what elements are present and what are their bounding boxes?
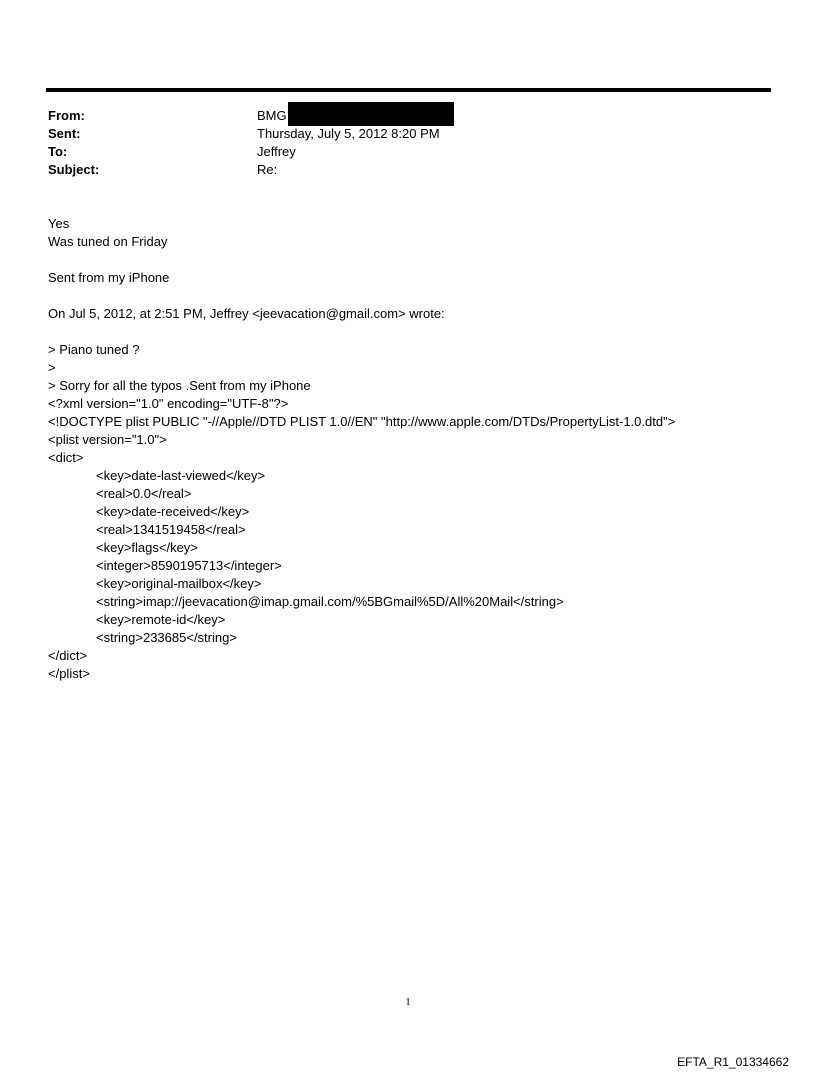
quote-intro-line: On Jul 5, 2012, at 2:51 PM, Jeffrey <jeevacation@gmail.com> wrote: [48,306,445,321]
spacer [48,287,768,305]
spacer [48,323,768,341]
to-row [48,143,454,161]
plist-line: <real>1341519458</real> [96,522,246,537]
email-body [48,215,768,683]
quoted-line: > Sorry for all the typos .Sent from my iPhone [48,378,311,393]
quoted-line: > Piano tuned ? [48,342,140,357]
subject-label: Subject: [48,162,100,177]
document-id: EFTA_R1_01334662 [677,1055,789,1069]
plist-line: <string>233685</string> [96,630,237,645]
page-number: 1 [405,996,411,1008]
header-divider-rule [46,88,771,92]
plist-line: <key>original-mailbox</key> [96,576,262,591]
plist-line: <string>imap://jeevacation@imap.gmail.com/%5BGmail%5D/All%20Mail</string> [96,594,564,609]
plist-line: </dict> [48,648,88,663]
to-label: To: [48,144,68,159]
from-value-wrap [257,106,454,126]
sent-label: Sent: [48,126,81,141]
plist-line: <dict> [48,450,84,465]
plist-line: <key>remote-id</key> [96,612,226,627]
sent-value: Thursday, July 5, 2012 8:20 PM [257,126,440,141]
plist-line: <!DOCTYPE plist PUBLIC "-//Apple//DTD PLIST 1.0//EN" "http://www.apple.com/DTDs/PropertyList-1.0.dtd"> [48,414,676,429]
to-value: Jeffrey [257,144,296,159]
sent-row [48,125,454,143]
reply-line: Yes [48,216,70,231]
plist-line: <key>flags</key> [96,540,198,555]
plist-line: <key>date-received</key> [96,504,250,519]
plist-line: <?xml version="1.0" encoding="UTF-8"?> [48,396,289,411]
signature-line: Sent from my iPhone [48,270,170,285]
plist-line: <real>0.0</real> [96,486,192,501]
subject-value: Re: [257,162,278,177]
spacer [48,251,768,269]
redaction-block [288,102,454,126]
plist-line: <plist version="1.0"> [48,432,167,447]
email-header [48,107,454,179]
reply-line: Was tuned on Friday [48,234,168,249]
plist-line: <key>date-last-viewed</key> [96,468,266,483]
plist-line: <integer>8590195713</integer> [96,558,282,573]
subject-row [48,161,454,179]
plist-line: </plist> [48,666,90,681]
from-label: From: [48,108,85,123]
from-row [48,107,454,125]
quoted-line: > [48,360,56,375]
from-value: BMG [257,108,287,123]
plist-block [48,395,768,683]
